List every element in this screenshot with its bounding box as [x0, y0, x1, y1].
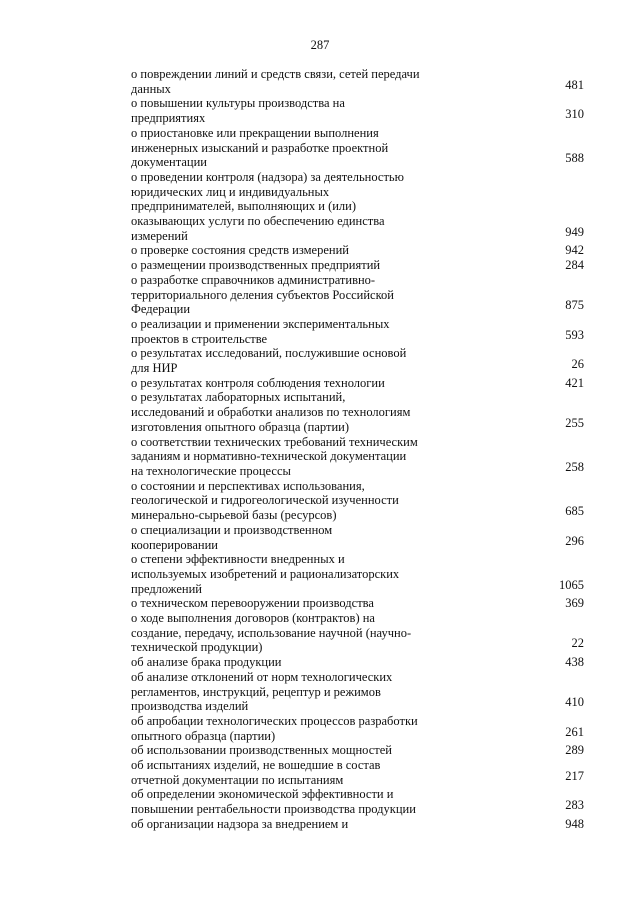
entry-title-line: о ходе выполнения договоров (контрактов) на	[131, 611, 375, 626]
list-item	[131, 126, 586, 170]
list-item	[131, 479, 586, 523]
entry-title-line: о техническом перевооружении производства	[131, 596, 374, 611]
entry-page-number: 217	[565, 768, 584, 783]
list-item	[131, 96, 586, 125]
list-item	[131, 787, 586, 816]
entry-title-line: об анализе отклонений от норм технологических	[131, 669, 393, 684]
list-item	[131, 170, 586, 244]
entry-title-line: о проведении контроля (надзора) за деятельностью	[131, 169, 404, 184]
list-item	[131, 390, 586, 434]
entry-title	[131, 390, 441, 434]
entry-title-line: о степени эффективности внедренных и	[131, 552, 345, 567]
list-item	[131, 552, 586, 596]
entry-title	[131, 258, 441, 273]
entry-page-number: 369	[565, 596, 584, 611]
entry-page-number: 1065	[559, 577, 584, 592]
entry-title-line: о результатах контроля соблюдения технологии	[131, 375, 385, 390]
entry-title	[131, 479, 441, 523]
entry-title	[131, 758, 441, 787]
entry-title-line: геологической и гидрогеологической изученности	[131, 493, 399, 508]
list-item	[131, 258, 586, 273]
entry-page-number: 875	[565, 298, 584, 313]
entry-title-line: изготовления опытного образца (партии)	[131, 419, 349, 434]
entry-list	[131, 67, 586, 832]
entry-title-line: об апробации технологических процессов разработки	[131, 713, 418, 728]
list-item	[131, 346, 586, 375]
entry-title	[131, 317, 441, 346]
page-number: 287	[310, 38, 330, 52]
entry-title-line: территориального деления субъектов Российской	[131, 287, 394, 302]
entry-title-line: о состоянии и перспективах использования,	[131, 478, 365, 493]
entry-page-number: 942	[565, 243, 584, 258]
entry-title-line: заданиям и нормативно-технической документации	[131, 449, 407, 464]
entry-title	[131, 817, 441, 832]
entry-title-line: о результатах исследований, послужившие основой	[131, 346, 407, 361]
entry-title-line: проектов в строительстве	[131, 331, 268, 346]
entry-title-line: предприятиях	[131, 111, 206, 126]
entry-page-number: 261	[565, 724, 584, 739]
entry-title-line: оказывающих услуги по обеспечению единства	[131, 214, 385, 229]
entry-page-number: 296	[565, 533, 584, 548]
list-item	[131, 611, 586, 655]
entry-title-line: предпринимателей, выполняющих и (или)	[131, 199, 357, 214]
entry-page-number: 26	[571, 357, 584, 372]
entry-title	[131, 596, 441, 611]
entry-title	[131, 376, 441, 391]
entry-title-line: о проверке состояния средств измерений	[131, 243, 349, 258]
entry-title	[131, 126, 441, 170]
entry-title-line: используемых изобретений и рационализаторских	[131, 566, 400, 581]
entry-title	[131, 170, 441, 244]
entry-title-line: о результатах лабораторных испытаний,	[131, 390, 346, 405]
list-item	[131, 435, 586, 479]
list-item	[131, 317, 586, 346]
entry-title-line: об испытаниях изделий, не вошедшие в состав	[131, 758, 381, 773]
entry-title-line: о повышении культуры производства на	[131, 96, 345, 111]
entry-title-line: повышении рентабельности производства продукции	[131, 802, 416, 817]
entry-title	[131, 611, 441, 655]
entry-title	[131, 714, 441, 743]
list-item	[131, 655, 586, 670]
entry-page-number: 255	[565, 415, 584, 430]
entry-title-line: технической продукции)	[131, 640, 263, 655]
entry-title-line: о размещении производственных предприятий	[131, 258, 381, 273]
entry-title-line: регламентов, инструкций, рецептур и режимов	[131, 684, 381, 699]
entry-title-line: о специализации и производственном	[131, 522, 333, 537]
entry-page-number: 685	[565, 504, 584, 519]
entry-title	[131, 523, 441, 552]
entry-title-line: об организации надзора за внедрением и	[131, 816, 349, 831]
entry-title-line: опытного образца (партии)	[131, 728, 276, 743]
entry-page-number: 421	[565, 375, 584, 390]
entry-title-line: Федерации	[131, 302, 191, 317]
entry-title-line: инженерных изысканий и разработке проектной	[131, 140, 389, 155]
entry-title	[131, 655, 441, 670]
entry-title	[131, 743, 441, 758]
list-item	[131, 243, 586, 258]
entry-page-number: 410	[565, 695, 584, 710]
entry-title-line: о повреждении линий и средств связи, сетей передачи	[131, 67, 420, 81]
entry-page-number: 588	[565, 151, 584, 166]
entry-title-line: о соответствии технических требований техническим	[131, 434, 418, 449]
entry-title-line: об определении экономической эффективности и	[131, 787, 394, 802]
list-item	[131, 596, 586, 611]
entry-title-line: данных	[131, 81, 171, 96]
entry-title-line: об использовании производственных мощностей	[131, 743, 392, 758]
list-item	[131, 714, 586, 743]
entry-title-line: отчетной документации по испытаниям	[131, 772, 344, 787]
entry-title-line: о реализации и применении экспериментальных	[131, 316, 390, 331]
entry-title-line: на технологические процессы	[131, 463, 291, 478]
entry-title-line: создание, передачу, использование научной (научно-	[131, 625, 412, 640]
list-item	[131, 67, 586, 96]
entry-page-number: 289	[565, 743, 584, 758]
list-item	[131, 758, 586, 787]
list-item	[131, 273, 586, 317]
entry-page-number: 283	[565, 798, 584, 813]
entry-title-line: юридических лиц и индивидуальных	[131, 184, 330, 199]
entry-title-line: минерально-сырьевой базы (ресурсов)	[131, 508, 337, 523]
entry-page-number: 22	[571, 636, 584, 651]
entry-title-line: о приостановке или прекращении выполнения	[131, 125, 379, 140]
entry-page-number: 949	[565, 224, 584, 239]
entry-title-line: измерений	[131, 228, 188, 243]
list-item	[131, 670, 586, 714]
entry-title	[131, 67, 441, 96]
entry-title	[131, 552, 441, 596]
entry-title-line: о разработке справочников административно-	[131, 272, 376, 287]
entry-title	[131, 787, 441, 816]
list-item	[131, 817, 586, 832]
entry-page-number: 593	[565, 327, 584, 342]
entry-title-line: об анализе брака продукции	[131, 655, 282, 670]
entry-title	[131, 435, 441, 479]
entry-title-line: для НИР	[131, 361, 178, 376]
entry-page-number: 438	[565, 655, 584, 670]
entry-title	[131, 346, 441, 375]
entry-page-number: 258	[565, 459, 584, 474]
entry-title	[131, 273, 441, 317]
list-item	[131, 376, 586, 391]
entry-page-number: 310	[565, 107, 584, 122]
entry-title	[131, 243, 441, 258]
entry-title	[131, 670, 441, 714]
entry-title-line: исследований и обработки анализов по технологиям	[131, 405, 411, 420]
entry-page-number: 284	[565, 258, 584, 273]
entry-title-line: документации	[131, 155, 207, 170]
entry-title-line: предложений	[131, 581, 202, 596]
entry-page-number: 948	[565, 816, 584, 831]
list-item	[131, 523, 586, 552]
entry-title-line: кооперировании	[131, 537, 218, 552]
list-item	[131, 743, 586, 758]
entry-page-number: 481	[565, 77, 584, 92]
entry-title	[131, 96, 441, 125]
entry-title-line: производства изделий	[131, 699, 249, 714]
